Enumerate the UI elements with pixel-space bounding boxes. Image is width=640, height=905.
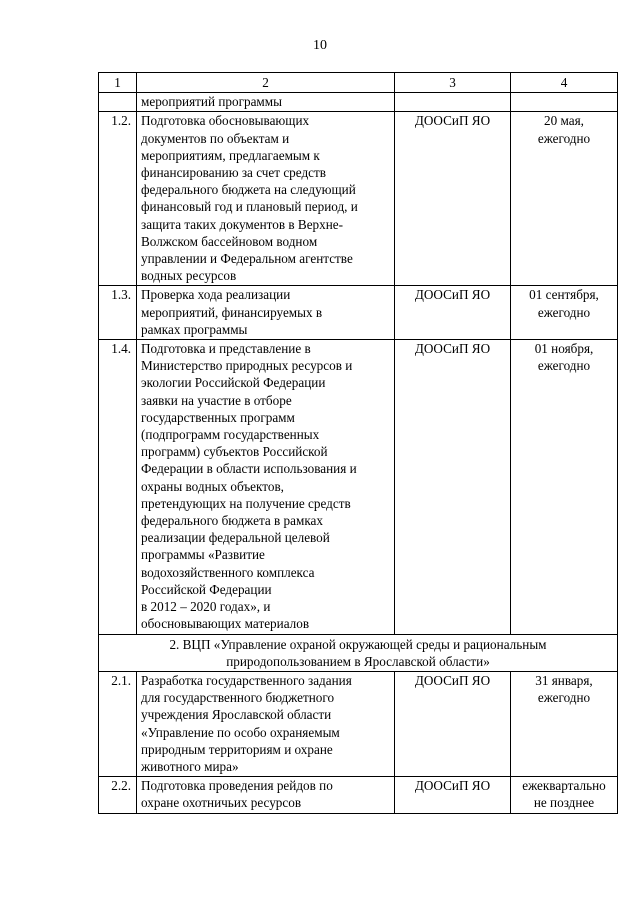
text-line: учреждения Ярославской области (141, 707, 332, 723)
text-line: Подготовка проведения рейдов по (141, 778, 333, 794)
continuation-responsible (395, 93, 511, 112)
text-line: животного мира» (141, 758, 239, 774)
table-row (99, 340, 618, 634)
continuation-description (137, 93, 395, 112)
continuation-row (99, 93, 618, 112)
text-line: Волжском бассейновом водном (141, 233, 318, 249)
text-line: Подготовка и представление в (141, 341, 311, 357)
text-line: программ) субъектов Российской (141, 444, 328, 460)
item-description (137, 671, 395, 776)
item-responsible: ДООСиП ЯО (395, 671, 511, 776)
text-line: Проверка хода реализации (141, 287, 291, 303)
text-line: Подготовка обосновывающих (141, 113, 310, 129)
item-description (137, 340, 395, 634)
table-body (99, 93, 618, 813)
text-line: 01 ноября, (534, 341, 594, 357)
text-line: мероприятиям, предлагаемым к (141, 147, 320, 163)
text-line: природопользованием в Ярославской области» (226, 653, 490, 669)
text-line: федерального бюджета в рамках (141, 513, 324, 529)
header-col-2: 2 (137, 73, 395, 93)
header-row (99, 73, 618, 93)
item-deadline (511, 112, 618, 286)
text-line: реализации федеральной целевой (141, 530, 330, 546)
text-line: ежеквартально (522, 778, 606, 794)
text-line: для государственного бюджетного (141, 690, 335, 706)
text-line: Российской Федерации (141, 581, 272, 597)
header-col-4: 4 (511, 73, 618, 93)
text-line: Федерации в области использования и (141, 461, 357, 477)
text-line: «Управление по особо охраняемым (141, 724, 340, 740)
item-responsible: ДООСиП ЯО (395, 340, 511, 634)
item-description (137, 112, 395, 286)
header-col-1: 1 (99, 73, 137, 93)
text-line: Министерство природных ресурсов и (141, 358, 353, 374)
item-description (137, 286, 395, 340)
item-number: 1.3. (99, 286, 137, 340)
continuation-deadline (511, 93, 618, 112)
text-line: рамках программы (141, 321, 248, 337)
text-line: защита таких документов в Верхне- (141, 216, 344, 232)
text-line: (подпрограмм государственных (141, 427, 320, 443)
text-line: финансовый год и плановый период, и (141, 199, 358, 215)
table-row (99, 777, 618, 813)
text-line: документов по объектам и (141, 130, 290, 146)
section-heading-row (99, 634, 618, 671)
item-number: 2.2. (99, 777, 137, 813)
item-responsible: ДООСиП ЯО (395, 112, 511, 286)
item-deadline (511, 340, 618, 634)
text-line: заявки на участие в отборе (141, 392, 292, 408)
page-number: 10 (313, 38, 327, 53)
text-line: 20 мая, (544, 113, 584, 129)
text-line: программы «Развитие (141, 547, 265, 563)
section-heading (99, 634, 618, 671)
text-line: мероприятий, финансируемых в (141, 304, 323, 320)
text-line: в 2012 – 2020 годах», и (141, 599, 271, 615)
text-line: 31 января, (535, 672, 593, 688)
item-deadline (511, 286, 618, 340)
text-line: обосновывающих материалов (141, 616, 310, 632)
text-line: водных ресурсов (141, 268, 237, 284)
text-line: ежегодно (537, 358, 591, 374)
text-line: ежегодно (537, 690, 591, 706)
text-line: охраны водных объектов, (141, 478, 284, 494)
plan-table (98, 72, 618, 814)
item-number: 1.4. (99, 340, 137, 634)
description-line: мероприятий программы (141, 94, 282, 110)
item-number: 2.1. (99, 671, 137, 776)
text-line: ежегодно (537, 304, 591, 320)
text-line: управлении и Федеральном агентстве (141, 251, 353, 267)
table-row (99, 286, 618, 340)
item-number: 1.2. (99, 112, 137, 286)
item-deadline (511, 671, 618, 776)
text-line: 01 сентября, (529, 287, 599, 303)
text-line: не позднее (533, 795, 595, 811)
text-line: претендующих на получение средств (141, 495, 351, 511)
table-row (99, 671, 618, 776)
item-deadline (511, 777, 618, 813)
table-row (99, 112, 618, 286)
text-line: водохозяйственного комплекса (141, 564, 315, 580)
header-col-3: 3 (395, 73, 511, 93)
text-line: ежегодно (537, 130, 591, 146)
text-line: экологии Российской Федерации (141, 375, 326, 391)
text-line: охране охотничьих ресурсов (141, 795, 302, 811)
text-line: государственных программ (141, 409, 295, 425)
text-line: природным территориям и охране (141, 741, 333, 757)
item-responsible: ДООСиП ЯО (395, 777, 511, 813)
text-line: федерального бюджета на следующий (141, 182, 356, 198)
text-line: 2. ВЦП «Управление охраной окружающей среды и рациональным (169, 636, 547, 652)
text-line: финансированию за счет средств (141, 165, 327, 181)
continuation-num (99, 93, 137, 112)
item-description (137, 777, 395, 813)
text-line: Разработка государственного задания (141, 672, 352, 688)
item-responsible: ДООСиП ЯО (395, 286, 511, 340)
